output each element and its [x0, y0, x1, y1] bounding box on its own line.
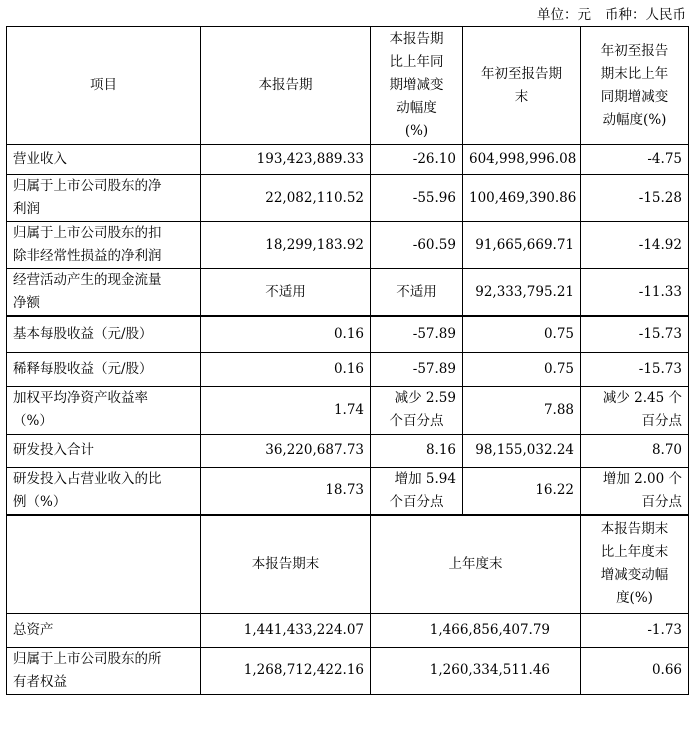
- row-ytd-change: [581, 269, 689, 317]
- header-ytd-yoy-line: 期末比上年: [600, 65, 669, 82]
- row-label-line: 归属于上市公司股东的扣: [13, 225, 162, 241]
- row-current: 22,082,110.52: [201, 175, 371, 222]
- row-ytd-change: [581, 352, 689, 386]
- header-ytd-line: 末: [514, 88, 529, 105]
- header-yoy: [371, 27, 463, 145]
- row-current: 1,268,712,422.16: [201, 647, 371, 694]
- row-current: 0.16: [201, 352, 371, 386]
- row-yoy-change: [371, 352, 463, 386]
- row-prev: 1,260,334,511.46: [371, 647, 581, 694]
- row-yoy-change: [371, 316, 463, 352]
- header-ytd-yoy: [581, 27, 689, 145]
- unit-label: 单位：元: [537, 7, 591, 23]
- header-change: [581, 515, 689, 613]
- row-current: 1,441,433,224.07: [201, 613, 371, 647]
- table-row: [7, 434, 689, 467]
- row-current: 18,299,183.92: [201, 222, 371, 269]
- row-yoy-change-line: -57.89: [412, 360, 456, 377]
- header-row: [7, 27, 689, 145]
- row-ytd-change-line: -15.73: [638, 325, 682, 342]
- row-label: [7, 145, 201, 175]
- financial-table: [6, 26, 689, 695]
- row-change: -1.73: [581, 613, 689, 647]
- row-ytd-change-line: -11.33: [638, 283, 682, 300]
- unit-line: [537, 3, 686, 23]
- row-ytd: 604,998,996.08: [463, 145, 581, 175]
- row-yoy-change: [371, 222, 463, 269]
- row-ytd-change-line: 减少 2.45 个: [602, 390, 682, 406]
- row-ytd-change-line: 增加 2.00 个: [602, 470, 682, 487]
- row-ytd-change: [581, 467, 689, 515]
- row-prev: 1,466,856,407.79: [371, 613, 581, 647]
- row-ytd: 92,333,795.21: [463, 269, 581, 317]
- row-label: [7, 269, 201, 317]
- row-yoy-change-line: -57.89: [412, 325, 456, 342]
- header-ytd-yoy-line: 年初至报告: [600, 42, 669, 59]
- row-label-line: 经营活动产生的现金流量: [13, 272, 162, 288]
- row-ytd: 100,469,390.86: [463, 175, 581, 222]
- row-label-line: 归属于上市公司股东的净: [13, 178, 162, 194]
- row-ytd-change-line: 百分点: [641, 413, 682, 429]
- row-label: [7, 613, 201, 647]
- row-yoy-change: [371, 175, 463, 222]
- header-change-line: 比上年度末: [600, 544, 669, 561]
- row-yoy-change-line: -60.59: [412, 236, 456, 253]
- row-yoy-change: [371, 467, 463, 515]
- row-yoy-change: [371, 269, 463, 317]
- row-ytd-change: [581, 316, 689, 352]
- row-ytd: 98,155,032.24: [463, 434, 581, 467]
- row-ytd-change: [581, 175, 689, 222]
- header-ytd-yoy-line: 同期增减变: [600, 88, 669, 105]
- row-label-line: 例（%）: [13, 493, 67, 510]
- row-yoy-change-line: 个百分点: [389, 493, 444, 510]
- header-current: 本报告期: [201, 27, 371, 145]
- row-ytd-change-line: -15.73: [638, 360, 682, 377]
- row-change: 0.66: [581, 647, 689, 694]
- row-ytd: 91,665,669.71: [463, 222, 581, 269]
- row-label-line: 稀释每股收益（元/股）: [13, 360, 153, 377]
- row-label: [7, 386, 201, 434]
- row-label: [7, 175, 201, 222]
- row-label-line: 有者权益: [13, 673, 67, 690]
- table-row: [7, 269, 689, 317]
- table-row: [7, 316, 689, 352]
- row-ytd-change-line: -14.92: [638, 236, 682, 253]
- row-yoy-change-line: 不适用: [396, 283, 437, 300]
- row-current: 0.16: [201, 316, 371, 352]
- row-ytd-change-line: 8.70: [651, 442, 682, 458]
- header-ytd-yoy-line: 动幅度(%): [602, 111, 667, 128]
- row-ytd-change: [581, 386, 689, 434]
- table-row: [7, 352, 689, 386]
- header-change-line: 增减变动幅: [600, 567, 669, 584]
- table-row: [7, 386, 689, 434]
- header-yoy-line: 动幅度: [396, 100, 437, 116]
- row-current: 18.73: [201, 467, 371, 515]
- row-label: [7, 222, 201, 269]
- row-yoy-change-line: 个百分点: [389, 413, 444, 429]
- header-yoy-line: 比上年同: [389, 54, 444, 70]
- row-ytd-change-line: -15.28: [638, 189, 682, 206]
- row-ytd-change: [581, 145, 689, 175]
- row-label: [7, 434, 201, 467]
- row-yoy-change-line: -26.10: [412, 151, 456, 167]
- row-ytd-change-line: -4.75: [647, 151, 682, 167]
- row-label-line: 营业收入: [13, 151, 67, 167]
- table-row: [7, 222, 689, 269]
- row-yoy-change-line: 增加 5.94: [394, 470, 456, 487]
- header-yoy-line: 期增减变: [389, 77, 444, 93]
- row-ytd-change-line: 百分点: [641, 493, 682, 510]
- table-body: [7, 27, 689, 695]
- row-label-line: （%）: [13, 413, 53, 429]
- row-label: [7, 316, 201, 352]
- table-row: [7, 145, 689, 175]
- row-current: 1.74: [201, 386, 371, 434]
- row-ytd: 0.75: [463, 352, 581, 386]
- row-label-line: 净额: [13, 295, 40, 311]
- row-label-line: 加权平均净资产收益率: [13, 390, 148, 406]
- row-label-line: 总资产: [13, 621, 54, 638]
- row-label-line: 归属于上市公司股东的所: [13, 650, 162, 667]
- row-label: [7, 467, 201, 515]
- header-period-end: 本报告期末: [201, 515, 371, 613]
- row-yoy-change-line: 减少 2.59: [394, 390, 456, 406]
- header-ytd-line: 年初至报告期: [481, 65, 562, 82]
- row-ytd-change: [581, 222, 689, 269]
- table-row: [7, 647, 689, 694]
- currency-label: 币种：人民币: [605, 7, 686, 23]
- header-change-line: 本报告期末: [600, 521, 669, 538]
- row-ytd: 7.88: [463, 386, 581, 434]
- row-ytd: 0.75: [463, 316, 581, 352]
- row-label-line: 利润: [13, 201, 40, 217]
- row-label: [7, 647, 201, 694]
- header-change-line: 度(%): [616, 590, 653, 607]
- row-label: [7, 352, 201, 386]
- header-yoy-line: 本报告期: [389, 31, 444, 47]
- row-label-line: 研发投入占营业收入的比: [13, 470, 162, 487]
- header-row-2: [7, 515, 689, 613]
- table-row: [7, 613, 689, 647]
- row-current: 不适用: [201, 269, 371, 317]
- row-label-line: 除非经常性损益的净利润: [13, 248, 162, 264]
- header-ytd: [463, 27, 581, 145]
- row-ytd-change: [581, 434, 689, 467]
- header2-blank: [7, 515, 201, 613]
- row-yoy-change-line: -55.96: [412, 189, 456, 206]
- table-row: [7, 175, 689, 222]
- row-yoy-change: [371, 434, 463, 467]
- row-current: 36,220,687.73: [201, 434, 371, 467]
- row-current: 193,423,889.33: [201, 145, 371, 175]
- row-yoy-change: [371, 386, 463, 434]
- row-label-line: 研发投入合计: [13, 442, 94, 458]
- header-last-year-end: 上年度末: [371, 515, 581, 613]
- row-yoy-change: [371, 145, 463, 175]
- row-label-line: 基本每股收益（元/股）: [13, 325, 153, 342]
- header-yoy-line: (%): [404, 123, 429, 139]
- table-row: [7, 467, 689, 515]
- header-item: 项目: [7, 27, 201, 145]
- row-ytd: 16.22: [463, 467, 581, 515]
- row-yoy-change-line: 8.16: [425, 442, 456, 458]
